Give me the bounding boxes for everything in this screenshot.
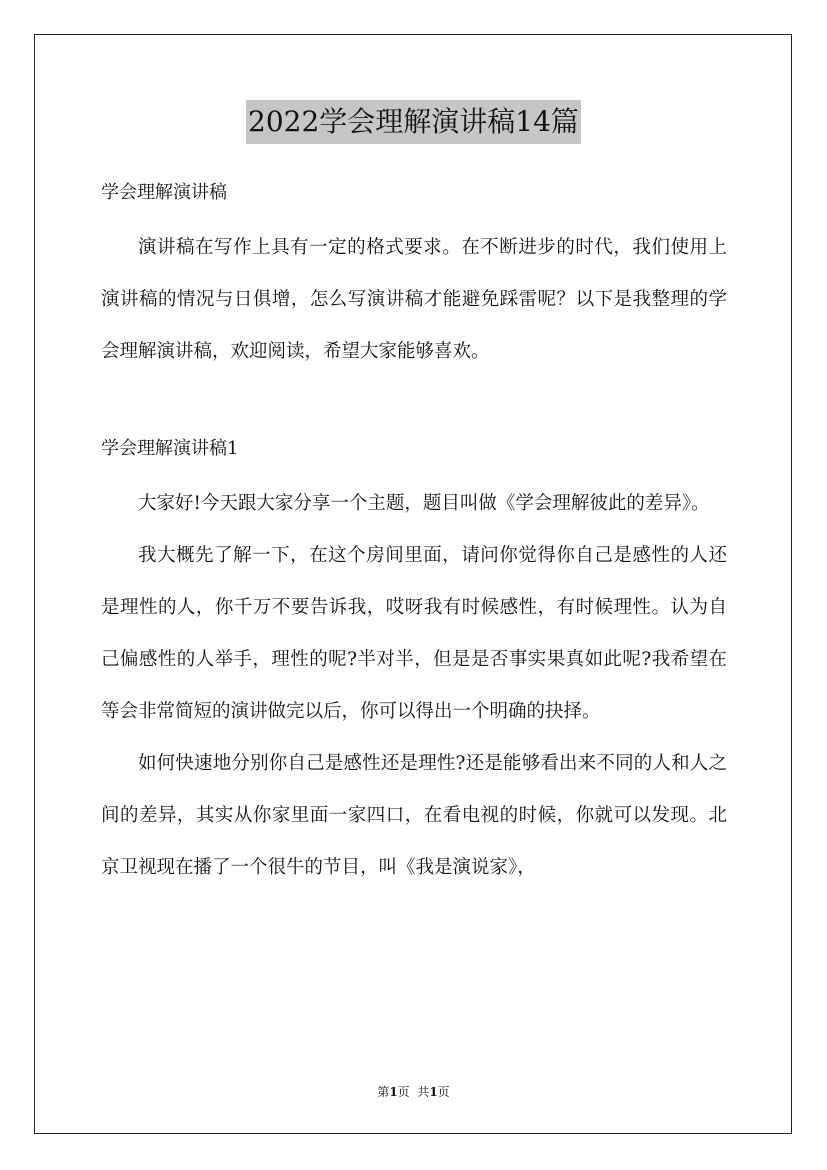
section-heading: 学会理解演讲稿1 — [101, 438, 239, 459]
document-body — [101, 170, 727, 894]
title-wrap — [0, 100, 827, 144]
body-paragraph-3: 如何快速地分别你自己是感性还是理性?还是能够看出来不同的人和人之间的差异，其实从你家里面一家四口，在看电视的时候，你就可以发现。北京卫视现在播了一个很牛的节目，叫《我是演说家》， — [101, 753, 727, 878]
footer-page-total: 1 — [429, 1085, 438, 1099]
intro-heading: 学会理解演讲稿 — [101, 182, 227, 203]
footer-page-prefix: 第 — [377, 1085, 390, 1099]
document-title: 2022学会理解演讲稿14篇 — [246, 100, 581, 144]
intro-paragraph: 演讲稿在写作上具有一定的格式要求。在不断进步的时代，我们使用上演讲稿的情况与日俱增，怎么写演讲稿才能避免踩雷呢？以下是我整理的学会理解演讲稿，欢迎阅读，希望大家能够喜欢。 — [101, 237, 727, 362]
footer-page-mid: 页 共 — [397, 1085, 430, 1099]
body-paragraph-2: 我大概先了解一下，在这个房间里面，请问你觉得你自己是感性的人还是理性的人，你千万不要告诉我，哎呀我有时候感性，有时候理性。认为自己偏感性的人举手，理性的呢?半对半，但是是否事实果真如此呢?我希望在等会非常简短的演讲做完以后，你可以得出一个明确的抉择。 — [101, 545, 727, 722]
page-footer — [0, 1083, 827, 1101]
footer-page-current: 1 — [389, 1085, 398, 1099]
body-paragraph-1: 大家好!今天跟大家分享一个主题，题目叫做《学会理解彼此的差异》。 — [138, 493, 710, 514]
footer-page-suffix: 页 — [437, 1085, 450, 1099]
